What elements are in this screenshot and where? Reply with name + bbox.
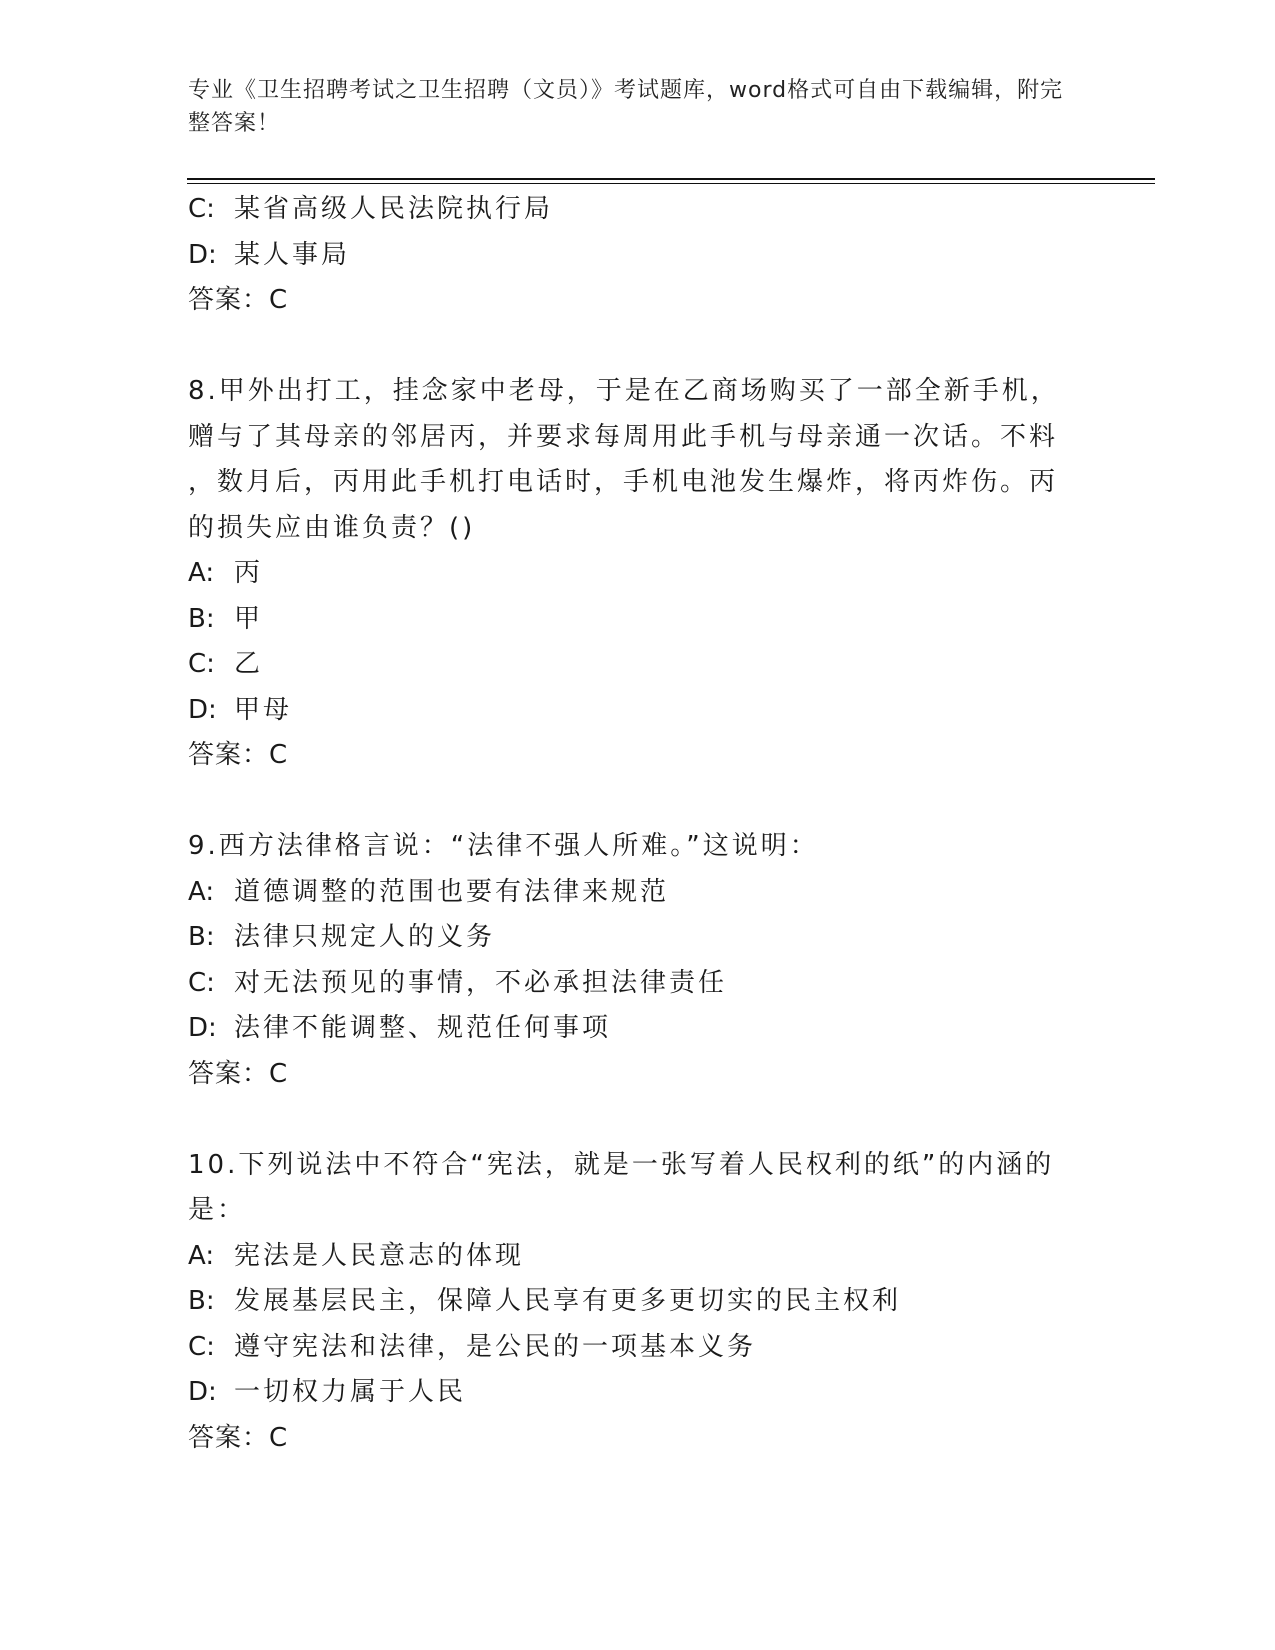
option-letter: B: bbox=[188, 922, 215, 952]
option-a bbox=[188, 551, 1088, 597]
question-9-line-1: 9.西方法律格言说：“法律不强人所难。”这说明： bbox=[188, 831, 819, 861]
option-text: 遵守宪法和法律，是公民的一项基本义务 bbox=[234, 1331, 757, 1362]
option-text: 一切权力属于人民 bbox=[234, 1377, 467, 1407]
question-content bbox=[188, 187, 1088, 1461]
option-letter: A: bbox=[188, 876, 215, 907]
option-c bbox=[188, 187, 1088, 233]
option-text: 某省高级人民法院执行局 bbox=[234, 194, 554, 224]
option-b bbox=[188, 597, 1088, 643]
option-a bbox=[188, 1234, 1088, 1280]
option-letter: C: bbox=[188, 649, 215, 679]
header-rule-thin bbox=[187, 183, 1155, 184]
question-8-line-3: ，数月后，丙用此手机打电话时，手机电池发生爆炸，将丙炸伤。丙 bbox=[188, 467, 1059, 497]
question-8-line-4: 的损失应由谁负责？() bbox=[188, 512, 476, 543]
option-b bbox=[188, 1279, 1088, 1325]
answer: 答案：C bbox=[188, 1058, 289, 1089]
option-letter: D: bbox=[188, 1377, 217, 1407]
option-d bbox=[188, 1370, 1088, 1416]
option-letter: A: bbox=[188, 1240, 215, 1271]
option-letter: B: bbox=[188, 603, 215, 634]
option-letter: D: bbox=[188, 1013, 217, 1043]
option-letter: C: bbox=[188, 194, 215, 224]
answer: 答案：C bbox=[188, 1422, 289, 1453]
question-10-line-1: 10.下列说法中不符合“宪法，就是一张写着人民权利的纸”的内涵的 bbox=[188, 1149, 1055, 1180]
question-8-line-1: 8.甲外出打工，挂念家中老母，于是在乙商场购买了一部全新手机， bbox=[188, 376, 1060, 406]
option-text: 宪法是人民意志的体现 bbox=[234, 1240, 525, 1271]
option-text: 对无法预见的事情，不必承担法律责任 bbox=[234, 967, 728, 998]
header-rule-thick bbox=[187, 178, 1155, 180]
option-c bbox=[188, 642, 1088, 688]
option-text: 发展基层民主，保障人民享有更多更切实的民主权利 bbox=[234, 1286, 902, 1316]
answer: 答案：C bbox=[188, 740, 289, 770]
option-letter: B: bbox=[188, 1286, 215, 1316]
option-text: 甲 bbox=[234, 603, 264, 634]
option-letter: A: bbox=[188, 558, 215, 588]
option-d bbox=[188, 688, 1088, 734]
option-text: 法律不能调整、规范任何事项 bbox=[234, 1013, 612, 1043]
option-d bbox=[188, 233, 1088, 279]
option-c bbox=[188, 1325, 1088, 1371]
page-header: 专业《卫生招聘考试之卫生招聘（文员）》考试题库，word格式可自由下载编辑，附完整答案！ bbox=[188, 78, 1064, 136]
option-text: 甲母 bbox=[234, 694, 293, 725]
answer: 答案：C bbox=[188, 285, 289, 315]
option-letter: C: bbox=[188, 967, 215, 998]
option-d bbox=[188, 1006, 1088, 1052]
option-letter: C: bbox=[188, 1331, 215, 1362]
option-text: 道德调整的范围也要有法律来规范 bbox=[234, 876, 670, 907]
option-letter: D: bbox=[188, 694, 217, 725]
option-text: 乙 bbox=[234, 649, 264, 679]
option-letter: D: bbox=[188, 239, 217, 270]
question-10-line-2: 是： bbox=[188, 1195, 247, 1225]
option-text: 某人事局 bbox=[234, 239, 351, 270]
question-8-line-2: 赠与了其母亲的邻居丙，并要求每周用此手机与母亲通一次话。不料 bbox=[188, 421, 1059, 452]
option-c bbox=[188, 961, 1088, 1007]
option-text: 法律只规定人的义务 bbox=[234, 922, 496, 952]
option-text: 丙 bbox=[234, 558, 264, 588]
option-b bbox=[188, 915, 1088, 961]
option-a bbox=[188, 870, 1088, 916]
